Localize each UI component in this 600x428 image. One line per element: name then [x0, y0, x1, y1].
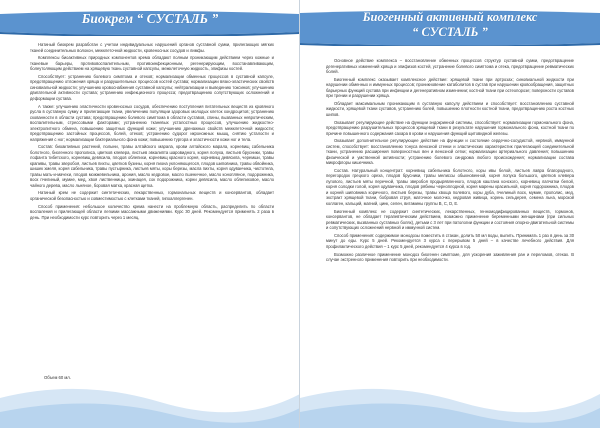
left-page-title: Биокрем “ СУСТАЛЬ ” — [81, 11, 219, 26]
left-paragraph-safety: Натиный крем не содержит синтетических, лекарственных, гормональных веществ и консервантов, обладает органической безопасностью и совместимостью с клетками тканей, гипоаллергенен. — [30, 190, 274, 201]
left-page-body — [30, 42, 274, 222]
right-paragraph-additional: Оказывает дополнительное регулирующее действие на функции и состояние сердечно-сосудистой, нервной, иммунной систем, способствует: восстановлению тонуса венозной стенки и эластических характеристик прилегающей соединительной ткани, устранению расширения поверхностных вен и венозной сетки; нормализации артериального давления; повышению физической и умственной активности; устранению болевого синдрома любого происхождения; нормализации состава микрофлоры кишечника. — [326, 138, 574, 166]
right-paragraph-main-action: Основное действие комплекса – восстановление обменных процессов структур суставной сумки, предотвращение дегенеративных изменений хряща и эпифизов костей, устранение болевого симптома и отека, предотвращение ревматических болей. — [326, 58, 574, 74]
left-paragraph-components: Комплексы биоактивных природных компонентов крема обладают полным проникающим действием через кожные и тканевые барьеры, противовоспалительным, противоинфекционным, регенерирующим, восстанавливающим, болеутоляющим действием на хрящевую ткань суставной капсулы, межклеточную жидкость, эпифизы костей. — [30, 55, 274, 72]
right-wave-decoration — [300, 368, 600, 428]
right-page-title-line1: Биогенный активный комплекс — [362, 10, 538, 24]
right-paragraph-penetration: Обладает максимальным проникающим в суставную капсулу действием и способствует: восстановлению суставной жидкости, хрящевой ткани суставов, устранению болей, повышению плотности костной ткани, предотвращению роста костных шипов. — [326, 100, 574, 117]
right-paragraph-safety: Биогенный комплекс не содержит синтетических, лекарственных, генномодифицированных веществ, гормонов, консервантов, не обладает терапевтическим действием, возможно применение беременными женщинами (при сильных ревматических, вызванных суставных болях), детьми с 3 лет при патологии функции и состояния опорно-двигательной системы и сопутствующих осложнений нервной и иммунной систем. — [326, 208, 574, 231]
left-paragraph-intro: Натиный биокрем разработан с учетом индивидуальных нарушений органов суставной сумки, прилегающих мягких тканей соединительных волокон, межклеточной жидкости, кровеносных сосудов и лимфы. — [30, 42, 274, 53]
left-paragraph-promotes: Способствует: устранению болевого симптома и отеков; нормализации обменных процессов в суставной капсуле, предотвращению отложения хряща и разрушительных процессов костей сустава; нормализации вязко-эластических свойств синовиальной жидкости; улучшению кровоснабжения суставной капсулы; нейтрализации и выведению токсинов; улучшению двигательной активности сустава; устранению инфекционного процесса; предотвращению сопутствующих осложнений и деформации сустава. — [30, 73, 274, 101]
right-paragraph-endocrine: Оказывает регулирующее действие на функции эндокринной системы, способствует: нормализации гормонального фона, предотвращению разрушительных процессов хрящевой ткани в результате нарушения гормонального фона, костной ткани по причине повышенного содержания сахара в крови и нарушения функций щитовидной железы. — [326, 119, 574, 136]
left-paragraph-composition: Состав: биоактивных растений, полыни, травы алтайского марала, крови алтайского марала, корневищ сабельника болотного, биогенного прополиса, цветков клевера, листьев эвкалипта шаровидного, корня лопуха, листьев брусники, травы лофанта тибетского, корневищ девясила, плодов облепихи, корневищ красного корня, корневищ девясила, черемши, травы крапивы, травы зверобоя, листьев пихты, цветков бузины, корня пиона уклоняющегося, плодов шиповника, травы обвойника, шишек хмеля, корня сабельника, травы пустырника, листьев мяты, коры березы, масла пихты, корня одуванчика, чистотела, травы мать-и-мачехи, плодов можжевельника, арония, масло кедровое, масло пшеничное, масло конопляное, подорожника, воск пчелиный, мумие, мед, хвоя лиственницы, эхинацея, сок подорожника, корни девясила, масло облепиховое, масло чайного дерева, масло льняное, боровая матка, красная щетка. — [30, 144, 274, 188]
left-wave-decoration — [0, 368, 300, 428]
right-paragraph-composition: Состав. Натуральный концентрат: корневищ сабельника болотного, коры ивы белой, листьев лавра благородного, перегородок грецкого ореха, плодов брусники, травы мелиссы обыкновенной, корня лопуха большого, цветков клевера лугового, листьев мяты перечной, травы зверобоя продырявленного, плодов каштана конского, корневищ лапчатки белой, корня солодки голой, корня одуванчика, плодов рябины черноплодной, корня марены красильной, корня подорожника, плодов и корней шиповника коричного, листьев березы, травы хвоща полевого, коры дуба, пчелиный воск, мумие, прополис, мед, экстракт хрящевой ткани, бобровая струя, маточное молочко, кедровая живица, корень сельдерея, семена льна, морской коллаген, кальций, магний, цинк, селен, витамины группы В, С, D, Е. — [326, 167, 574, 206]
right-paragraph-usage: Способ применения: содержимое монодозы поместить в стакан, долить 50 мл воды, выпить. Принимать 1 раз в день за 30 минут до еды. Курс 5 дней. Рекомендуется 3 курса с перерывом 5 дней – в качестве лечебного действия. Для профилактического действия – 1 курс 5 дней, рекомендуется 4 курса в год. — [326, 232, 574, 249]
right-paragraph-extra-usage: Возможно различное применение монодоз биогенен симптоме, для ускорения заживления ран и переломов, отеках. В случае экстренного применения повторить при необходимости. — [326, 251, 574, 262]
right-page-title-line2: “ СУСТАЛЬ ” — [412, 25, 488, 39]
volume-label: Объем 60 мл. — [44, 375, 71, 380]
right-paragraph-complex-action: Биогенный комплекс оказывает комплексное действие: хрящевой ткани при артрозах; синовиальной жидкости при нарушении обменных и иммунных процессов; проникновение катаболитов в сустав при нарушении кровообращения, защитных барьерных функций сустава при инфекции и дегенеративном изменении; костной ткани при остеопорозе; поверхности суставов при трении и разрушении хряща. — [326, 76, 574, 99]
right-page-body — [326, 58, 574, 265]
left-paragraph-also: А также: улучшению эластичности кровеносных сосудов, обеспечению поступления питательных веществ из кровяного русла в суставную сумку и прилегающие ткани, увеличению популяции здоровых молодых клеток хондроцитов; устранению скованности в области сустава; предотвращению болевого симптома в области суставов, спины, вызванных невротическим, воспалительным, стрессовыми факторами; устранению тканевых усталостных процессов, улучшению жидкостно-электролитного обмена, повышению защитных функций кожи; улучшению дренажных свойств межклеточной жидкости; предотвращению застойных процессов, болей, отеков; устранению судорог икроножных мышц, снятию усталости и напряжения с ног; нормализации бактериального фона кожи; повышению тургора и эластичности кожи ног и тела. — [30, 103, 274, 142]
right-page — [300, 0, 600, 428]
left-paragraph-usage: Способ применения: небольшое количество крема нанести на проблемную область, распределить по области воспаления и прилегающей области легкими массажными движениями. Курс 30 дней. Рекомендуется применять 2 раза в день. При необходимости курс повторить через 1 месяц. — [30, 203, 274, 220]
